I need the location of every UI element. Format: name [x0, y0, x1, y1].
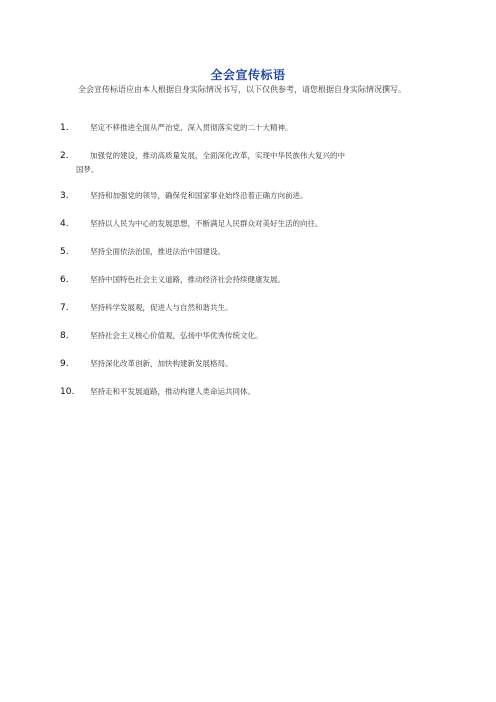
item-number: 4. [60, 219, 69, 229]
item-number: 2. [60, 151, 69, 161]
item-text: 坚持全面依法治国，推进法治中国建设。 [90, 247, 225, 256]
list-item [60, 189, 430, 217]
item-text: 坚持科学发展观，促进人与自然和谐共生。 [90, 303, 233, 312]
item-text: 坚持社会主义核心价值观，弘扬中华优秀传统文化。 [90, 331, 263, 340]
list-item [60, 121, 430, 149]
list-item [60, 273, 430, 301]
item-text: 坚持和加强党的领导，确保党和国家事业始终沿着正确方向前进。 [90, 191, 308, 200]
item-text: 坚持中国特色社会主义道路，推动经济社会持续健康发展。 [90, 275, 285, 284]
item-text: 坚持走和平发展道路，推动构建人类命运共同体。 [90, 387, 255, 396]
item-number: 6. [60, 275, 69, 285]
slogan-list [60, 121, 430, 413]
list-item [60, 149, 430, 189]
list-item [60, 329, 430, 357]
document-title: 全会宣传标语 [210, 68, 286, 82]
item-number: 8. [60, 331, 69, 341]
list-item [60, 357, 430, 385]
list-item [60, 217, 430, 245]
list-item [60, 301, 430, 329]
intro-paragraph: 全会宣传标语应由本人根据自身实际情况书写，以下仅供参考，请您根据自身实际情况撰写。 [78, 85, 406, 94]
item-number: 1. [60, 123, 69, 133]
item-number: 7. [60, 303, 69, 313]
item-text: 坚定不移推进全面从严治党，深入贯彻落实党的二十大精神。 [90, 123, 293, 132]
list-item [60, 245, 430, 273]
item-number: 3. [60, 191, 69, 201]
item-number: 9. [60, 359, 69, 369]
item-text-continuation: 国梦。 [76, 165, 99, 174]
item-number: 10. [60, 387, 75, 397]
list-item [60, 385, 430, 413]
item-number: 5. [60, 247, 69, 257]
item-text: 加强党的建设，推动高质量发展，全面深化改革，实现中华民族伟大复兴的中 [90, 151, 345, 160]
item-text: 坚持以人民为中心的发展思想，不断满足人民群众对美好生活的向往。 [90, 219, 323, 228]
item-text: 坚持深化改革创新，加快构建新发展格局。 [90, 359, 233, 368]
